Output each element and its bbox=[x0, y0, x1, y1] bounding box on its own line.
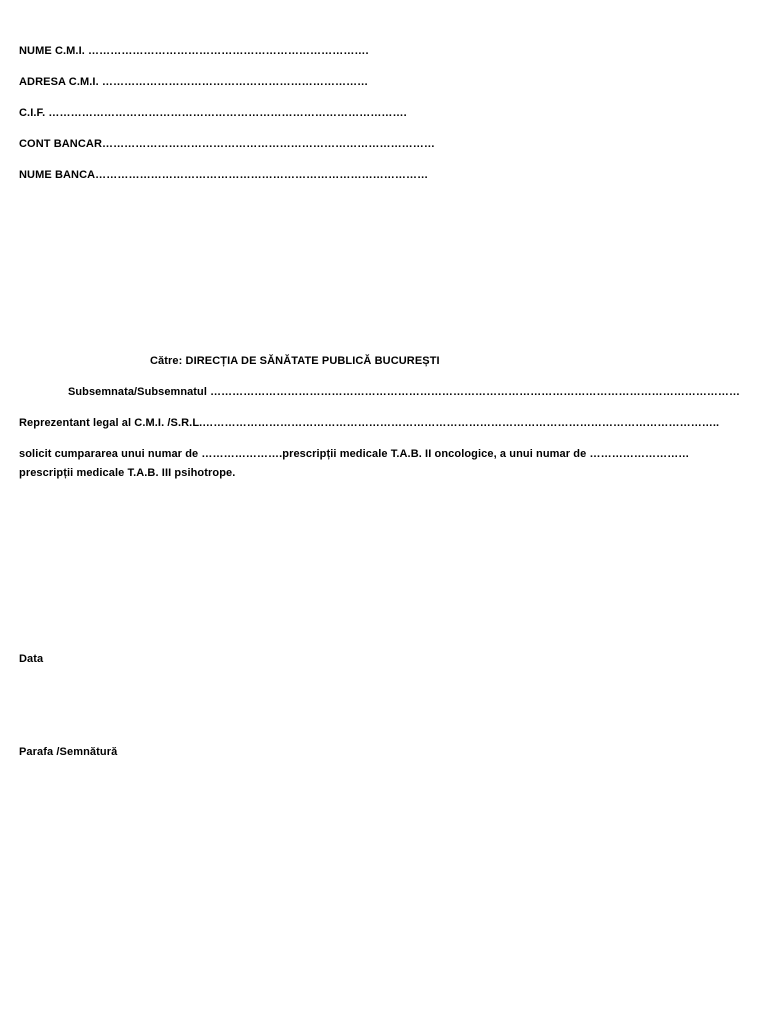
signature-label: Parafa /Semnătură bbox=[19, 746, 118, 758]
date-label: Data bbox=[19, 653, 44, 665]
field-nume-cmi: NUME C.M.I. …………………………………………………………………. bbox=[19, 45, 369, 57]
undersigned-line: Subsemnata/Subsemnatul ……………………………………………………………………………………………………………………………… bbox=[68, 386, 740, 398]
field-adresa-cmi: ADRESA C.M.I. ……………………………………………………………… bbox=[19, 76, 369, 88]
legal-representative-line: Reprezentant legal al C.M.I. /S.R.L.………………………………………………………………………………………………………………………….. bbox=[19, 417, 720, 429]
field-cont-bancar: CONT BANCAR……………………………………………………………………………… bbox=[19, 138, 435, 150]
field-cif: C.I.F. ……………………………………………………………………………………. bbox=[19, 107, 407, 119]
request-line: solicit cumpararea unui numar de ………………….prescripții medicale T.A.B. II oncologice, a unui numar de ……………………… bbox=[19, 448, 690, 460]
addressee-line: Către: DIRECȚIA DE SĂNĂTATE PUBLICĂ BUCUREȘTI bbox=[150, 355, 440, 367]
field-nume-banca: NUME BANCA……………………………………………………………………………… bbox=[19, 169, 429, 181]
request-line-continued: prescripții medicale T.A.B. III psihotrope. bbox=[19, 467, 236, 479]
